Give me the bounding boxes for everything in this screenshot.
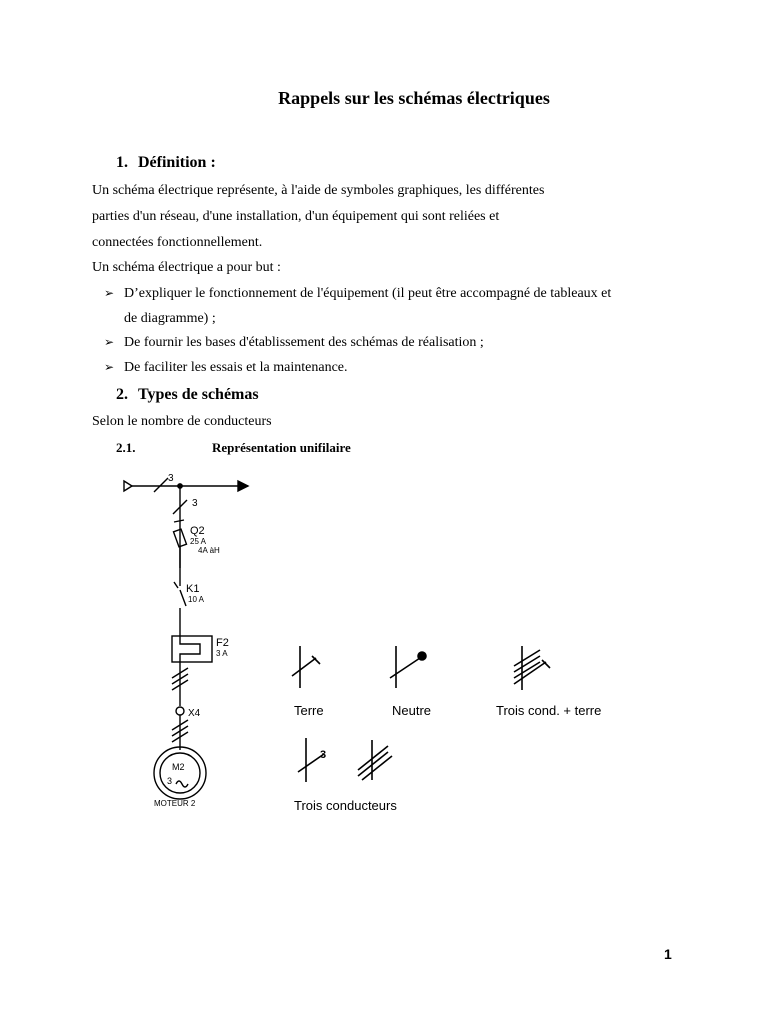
section-2-intro: Selon le nombre de conducteurs <box>92 414 272 429</box>
motor-label: M2 <box>172 762 185 772</box>
arrow-bullet-icon: ➢ <box>104 335 115 349</box>
top-conductor-count: 3 <box>168 473 174 484</box>
arrow-bullet-icon: ➢ <box>104 286 115 300</box>
purpose-intro: Un schéma électrique a pour but : <box>92 260 281 275</box>
motor-phase: 3 <box>167 776 173 786</box>
section-2-heading: Types de schémas <box>138 386 259 403</box>
x4-label: X4 <box>188 708 201 719</box>
section-1-heading: Définition : <box>138 154 216 171</box>
section-1-number: 1. <box>116 154 128 171</box>
neutre-label: Neutre <box>392 703 432 718</box>
definition-line-2: parties d'un réseau, d'une installation, d'un équipement qui sont reliées et <box>92 209 500 224</box>
bullet-1-line-1: D’expliquer le fonctionnement de l'équipement (il peut être accompagné de tableaux et <box>124 286 612 301</box>
terre-label: Terre <box>294 703 324 718</box>
q2-rating: 25 A <box>190 537 207 546</box>
q2-range: 4A àH <box>198 546 220 555</box>
trois-terre-label: Trois cond. + terre <box>496 703 602 718</box>
trois-count-label: 3 <box>320 749 327 761</box>
bullet-1-line-2: de diagramme) ; <box>124 311 216 326</box>
q2-label: Q2 <box>190 525 205 537</box>
f2-rating: 3 A <box>216 649 228 658</box>
section-2-number: 2. <box>116 386 128 403</box>
definition-line-1: Un schéma électrique représente, à l'aide de symboles graphiques, les différentes <box>92 183 545 198</box>
bullet-2: De fournir les bases d'établissement des schémas de réalisation ; <box>124 335 484 350</box>
conductor-symbols <box>284 640 624 820</box>
bullet-3: De faciliter les essais et la maintenance. <box>124 360 348 375</box>
subsection-heading: Représentation unifilaire <box>212 440 351 455</box>
motor-caption: MOTEUR 2 <box>154 799 196 808</box>
k1-rating: 10 A <box>188 595 205 604</box>
f2-label: F2 <box>216 637 229 649</box>
arrow-bullet-icon: ➢ <box>104 360 115 374</box>
definition-line-3: connectées fonctionnellement. <box>92 235 263 250</box>
trois-conducteurs-label: Trois conducteurs <box>294 798 397 813</box>
k1-label: K1 <box>186 583 200 595</box>
page-number: 1 <box>664 946 672 962</box>
subsection-number: 2.1. <box>116 440 136 455</box>
page-title: Rappels sur les schémas électriques <box>278 88 550 108</box>
unifilar-circuit-diagram <box>110 468 270 818</box>
branch-conductor-count: 3 <box>192 498 198 509</box>
